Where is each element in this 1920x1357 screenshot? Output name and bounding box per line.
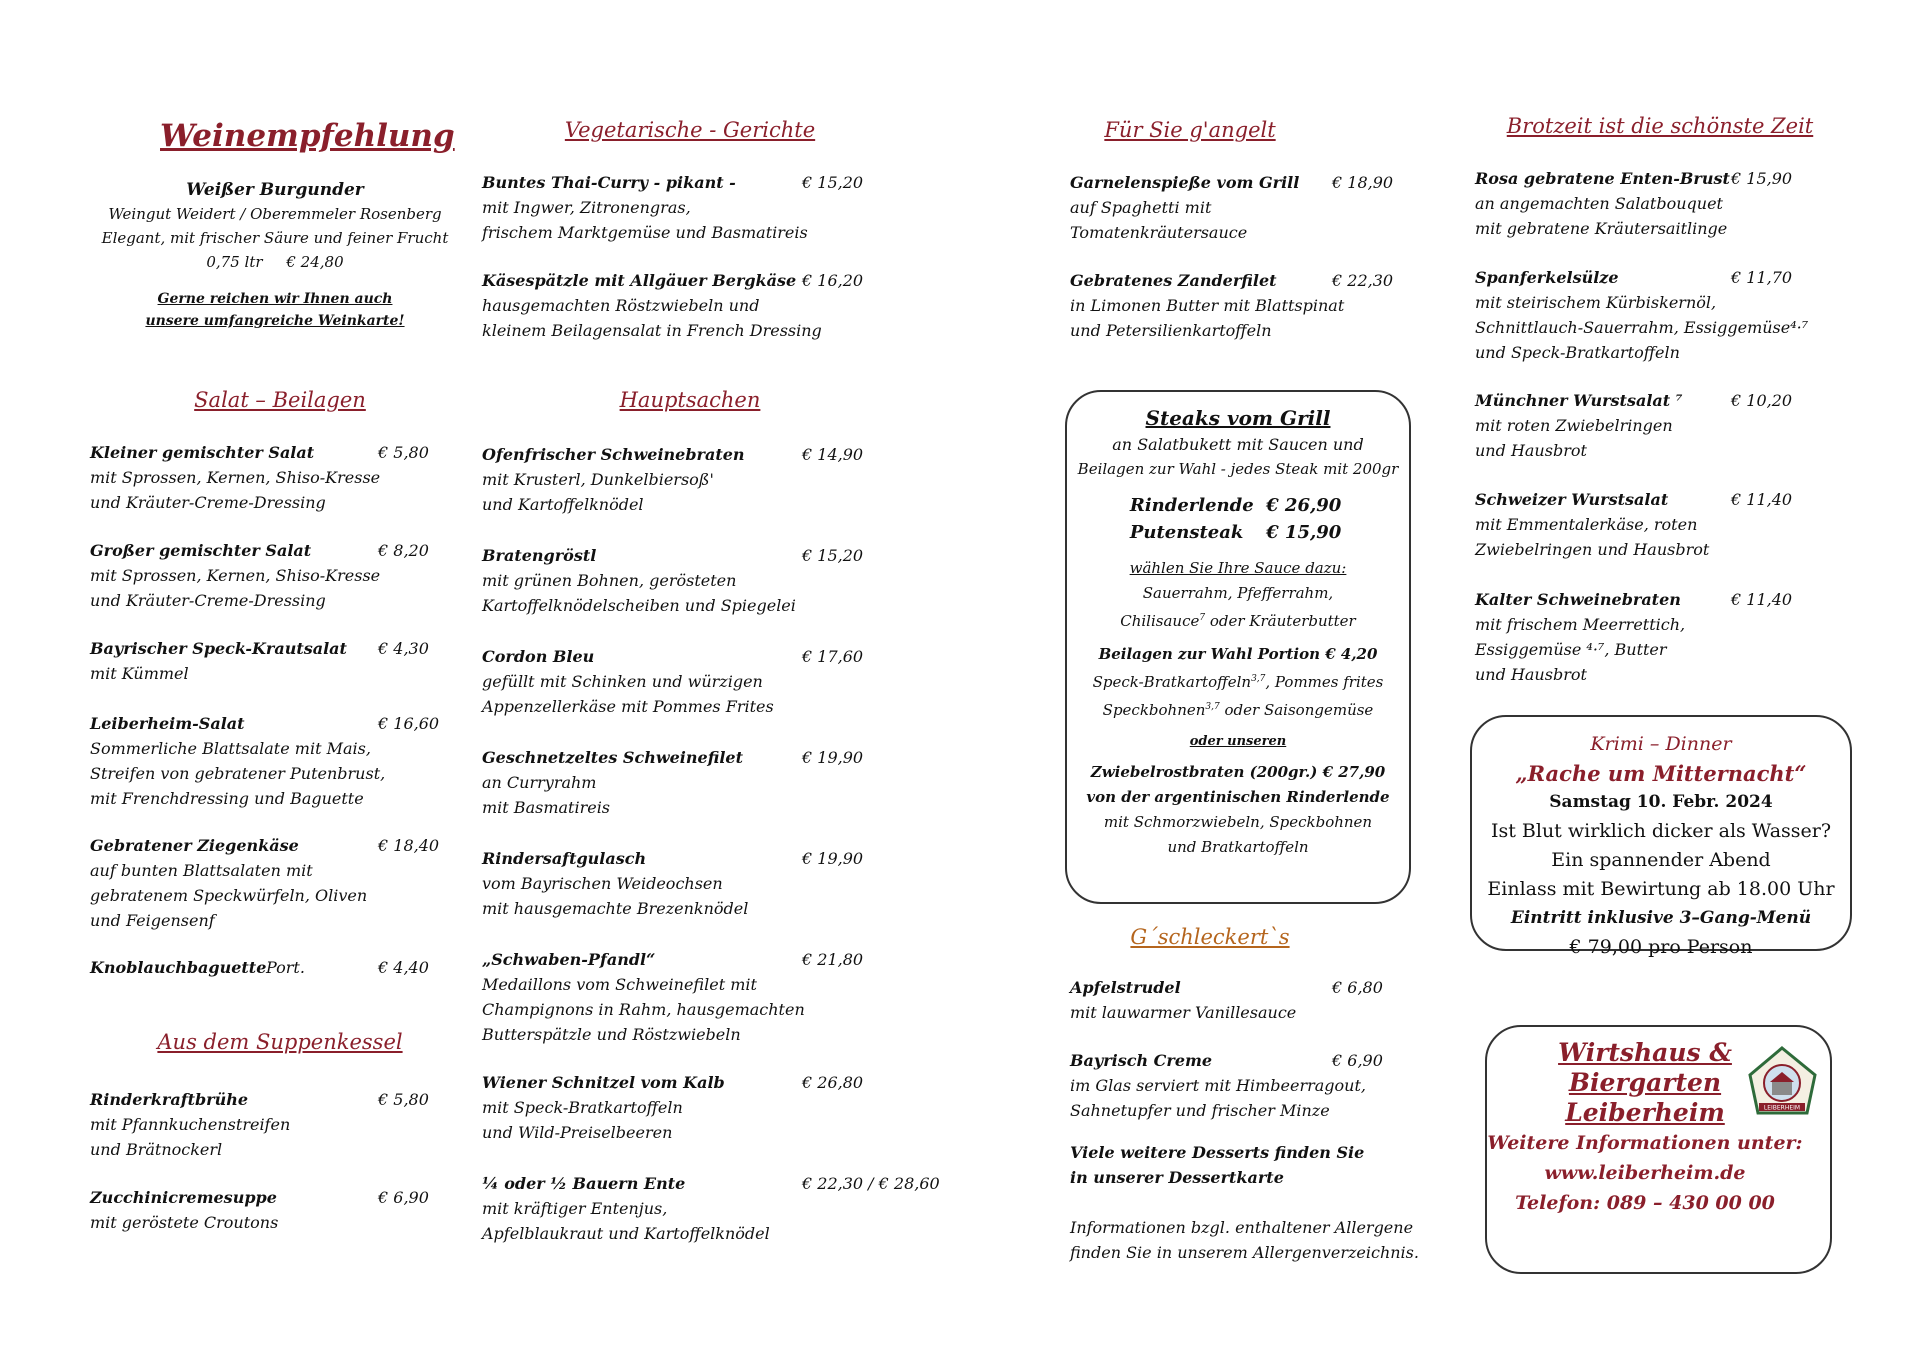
sauce-title: wählen Sie Ihre Sauce dazu: (1129, 559, 1347, 577)
menu-item-name: Rosa gebratene Enten-Brust (1475, 169, 1730, 188)
wine-note1: Gerne reichen wir Ihnen auch (157, 291, 393, 307)
beilagen-sup2: 3,7 (1205, 702, 1220, 712)
fisch-title: Für Sie g'angelt (1104, 118, 1276, 142)
menu-item (482, 268, 882, 343)
menu-item-name: Zucchinicremesuppe (90, 1188, 277, 1207)
krimi-line3: Einlass mit Bewirtung ab 18.00 Uhr (1487, 878, 1835, 900)
menu-item-desc: in Limonen Butter mit Blattspinat (1070, 296, 1345, 315)
menu-item-name: Garnelenspieße vom Grill (1070, 173, 1300, 192)
beilagen-pommes: , Pommes frites (1265, 673, 1384, 691)
menu-item-price: € 4,30 (378, 639, 429, 658)
menu-item-desc: und Speck-Bratkartoffeln (1475, 343, 1680, 362)
menu-item-price: € 18,40 (378, 836, 440, 855)
beilagen-bratkartoffeln: Speck-Bratkartoffeln (1092, 673, 1252, 691)
leiberheim-logo (1745, 1045, 1820, 1120)
menu-item-price: € 5,80 (378, 1090, 429, 1109)
menu-item (90, 636, 458, 686)
menu-item-price: € 8,20 (378, 541, 429, 560)
menu-item (482, 644, 882, 719)
menu-item-name: Leiberheim-Salat (90, 714, 245, 733)
menu-item-price: € 21,80 (802, 950, 864, 969)
menu-item-desc: und Wild-Preiselbeeren (482, 1123, 673, 1142)
wirtshaus-line2: Biergarten (1568, 1068, 1722, 1097)
steaks-sub2: Beilagen zur Wahl - jedes Steak mit 200gr (1077, 460, 1399, 478)
oder-unseren: oder unseren (1189, 734, 1287, 749)
menu-item-price: € 5,80 (378, 443, 429, 462)
beilagen-title: Beilagen zur Wahl Portion € 4,20 (1098, 645, 1378, 663)
menu-item-desc: mit Frenchdressing und Baguette (90, 789, 364, 808)
menu-item-price: € 11,70 (1731, 268, 1793, 287)
menu-item-desc: mit lauwarmer Vanillesauce (1070, 1003, 1297, 1022)
menu-item-name: Apfelstrudel (1070, 978, 1181, 997)
menu-item-price: € 11,40 (1731, 590, 1793, 609)
menu-item-desc: mit steirischem Kürbiskernöl, (1475, 293, 1717, 312)
wine-line2: Elegant, mit frischer Säure und feiner Frucht (101, 229, 449, 247)
menu-item-price: € 6,90 (1332, 1051, 1383, 1070)
menu-item-desc: Schnittlauch-Sauerrahm, Essiggemüse⁴·⁷ (1475, 318, 1809, 337)
menu-item (482, 442, 882, 517)
wirtshaus-line3: Leiberheim (1565, 1098, 1725, 1127)
putensteak-price: € 15,90 (1266, 522, 1342, 543)
menu-item-desc: an Curryrahm (482, 773, 597, 792)
menu-item (1475, 587, 1811, 687)
menu-item-desc: Essiggemüse ⁴·⁷, Butter (1475, 640, 1667, 659)
menu-item-desc: mit Krusterl, Dunkelbiersoß' (482, 470, 714, 489)
menu-item (90, 833, 458, 933)
haupt-title: Hauptsachen (619, 388, 761, 412)
menu-item (482, 745, 882, 820)
menu-item-price: € 15,20 (802, 173, 864, 192)
menu-item-desc: Sommerliche Blattsalate mit Mais, (90, 739, 371, 758)
menu-item-desc: und Petersilienkartoffeln (1070, 321, 1272, 340)
menu-item-price: € 11,40 (1731, 490, 1793, 509)
krimi-name: „Rache um Mitternacht“ (1515, 761, 1807, 786)
dessert-title: G´schleckert`s (1130, 925, 1290, 949)
menu-item-price: € 22,30 (1332, 271, 1394, 290)
beilagen-sup1: 3,7 (1251, 674, 1266, 684)
wine-title: Weinempfehlung (160, 118, 455, 154)
menu-item-desc: Kartoffelknödelscheiben und Spiegelei (482, 596, 796, 615)
allergen-line2: finden Sie in unserem Allergenverzeichnis. (1070, 1243, 1419, 1262)
menu-item-price: € 6,80 (1332, 978, 1383, 997)
zwiebelrostbraten-line1: von der argentinischen Rinderlende (1086, 788, 1390, 806)
krimi-line1: Ist Blut wirklich dicker als Wasser? (1490, 820, 1832, 842)
menu-item-desc: Streifen von gebratener Putenbrust, (90, 764, 386, 783)
menu-item-name: Cordon Bleu (482, 647, 595, 666)
logo-text: LEIBERHEIM (1763, 1104, 1801, 1112)
menu-item-desc: mit geröstete Croutons (90, 1213, 279, 1232)
menu-item-desc: mit Sprossen, Kernen, Shiso-Kresse (90, 566, 381, 585)
menu-item-price: € 19,90 (802, 748, 864, 767)
steaks-content (1065, 404, 1411, 860)
menu-item-desc: mit grünen Bohnen, gerösteten (482, 571, 737, 590)
wirtshaus-url: www.leiberheim.de (1544, 1162, 1746, 1184)
dessert-more (1070, 1140, 1364, 1190)
krimi-date: Samstag 10. Febr. 2024 (1549, 792, 1773, 812)
menu-item-name: Kleiner gemischter Salat (90, 443, 315, 462)
menu-item-name: Großer gemischter Salat (90, 541, 312, 560)
wine-name: Weißer Burgunder (186, 180, 364, 200)
menu-item-price: € 17,60 (802, 647, 864, 666)
menu-item-desc: Appenzellerkäse mit Pommes Frites (482, 697, 774, 716)
putensteak-label: Putensteak (1129, 522, 1244, 543)
menu-item-desc: und Hausbrot (1475, 665, 1587, 684)
menu-item-price: € 19,90 (802, 849, 864, 868)
menu-item-desc: Zwiebelringen und Hausbrot (1475, 540, 1710, 559)
menu-item-name: Käsespätzle mit Allgäuer Bergkäse (482, 271, 797, 290)
sauce-sup: 7 (1199, 613, 1206, 623)
krimi-content (1470, 730, 1852, 962)
menu-item (482, 947, 882, 1047)
menu-item-desc: hausgemachten Röstzwiebeln und (482, 296, 760, 315)
menu-item-desc: mit gebratene Kräutersaitlinge (1475, 219, 1728, 238)
wirtshaus-line1: Wirtshaus & (1558, 1038, 1732, 1067)
menu-item-price: € 18,90 (1332, 173, 1394, 192)
menu-item-desc: kleinem Beilagensalat in French Dressing (482, 321, 822, 340)
menu-item (90, 440, 458, 515)
sauce-rest: oder Kräuterbutter (1205, 612, 1356, 630)
menu-item-name: Kalter Schweinebraten (1475, 590, 1681, 609)
menu-item-desc: mit Speck-Bratkartoffeln (482, 1098, 683, 1117)
wine-price: € 24,80 (286, 253, 344, 271)
dessert-more1: Viele weitere Desserts finden Sie (1070, 1143, 1365, 1162)
menu-item (1475, 166, 1811, 241)
menu-item (90, 955, 458, 980)
menu-item (1475, 487, 1811, 562)
rinderlende-price: € 26,90 (1266, 495, 1342, 516)
menu-item (482, 1171, 940, 1246)
menu-item-desc: Butterspätzle und Röstzwiebeln (482, 1025, 741, 1044)
menu-item (482, 543, 882, 618)
menu-item-desc: mit Sprossen, Kernen, Shiso-Kresse (90, 468, 381, 487)
menu-item-desc: und Feigensenf (90, 911, 215, 930)
wirtshaus-line4: Weitere Informationen unter: (1487, 1132, 1803, 1154)
menu-item-desc: vom Bayrischen Weideochsen (482, 874, 723, 893)
menu-item-desc: mit Emmentalerkäse, roten (1475, 515, 1698, 534)
krimi-price: € 79,00 pro Person (1569, 936, 1753, 958)
menu-item (1070, 170, 1412, 245)
menu-item-name: Spanferkelsülze (1475, 268, 1619, 287)
menu-item-name: Ofenfrischer Schweinebraten (482, 445, 745, 464)
menu-item-desc: und Kräuter-Creme-Dressing (90, 591, 326, 610)
wine-note2: unsere umfangreiche Weinkarte! (145, 313, 405, 329)
menu-item-desc: mit Basmatireis (482, 798, 611, 817)
menu-item (482, 846, 882, 921)
menu-item-desc: und Kräuter-Creme-Dressing (90, 493, 326, 512)
menu-item (482, 170, 882, 245)
zwiebelrostbraten-line3: und Bratkartoffeln (1167, 838, 1309, 856)
menu-item (482, 1070, 882, 1145)
krimi-title: Krimi – Dinner (1590, 733, 1732, 755)
menu-item-desc: und Hausbrot (1475, 441, 1587, 460)
menu-item-price: € 10,20 (1731, 391, 1793, 410)
menu-item-desc: und Kartoffelknödel (482, 495, 644, 514)
menu-item-name: Bayrisch Creme (1070, 1051, 1213, 1070)
menu-item-desc: auf bunten Blattsalaten mit (90, 861, 313, 880)
menu-item-desc: mit frischem Meerrettich, (1475, 615, 1686, 634)
sauce-line1: Sauerrahm, Pfefferrahm, (1142, 584, 1334, 602)
menu-item (90, 1185, 458, 1235)
menu-item-name: Münchner Wurstsalat ⁷ (1475, 391, 1683, 410)
zwiebelrostbraten-line2: mit Schmorzwiebeln, Speckbohnen (1103, 813, 1373, 831)
menu-item (1070, 975, 1412, 1025)
allergen-line1: Informationen bzgl. enthaltener Allergene (1070, 1218, 1414, 1237)
krimi-line4: Eintritt inklusive 3–Gang-Menü (1510, 908, 1812, 928)
menu-item-price: € 6,90 (378, 1188, 429, 1207)
menu-item-desc: Medaillons vom Schweinefilet mit (482, 975, 757, 994)
zwiebelrostbraten-title: Zwiebelrostbraten (200gr.) € 27,90 (1090, 763, 1386, 781)
menu-item-desc: und Brätnockerl (90, 1140, 223, 1159)
menu-item-name: Wiener Schnitzel vom Kalb (482, 1073, 725, 1092)
wirtshaus-phone: Telefon: 089 – 430 00 00 (1515, 1192, 1775, 1214)
menu-item-name: Geschnetzeltes Schweinefilet (482, 748, 743, 767)
menu-item-name: Bratengröstl (482, 546, 597, 565)
menu-item-price: € 15,20 (802, 546, 864, 565)
menu-item-name: Rindersaftgulasch (482, 849, 647, 868)
menu-item-desc: an angemachten Salatbouquet (1475, 194, 1723, 213)
menu-item-price: € 14,90 (802, 445, 864, 464)
suppe-title: Aus dem Suppenkessel (157, 1030, 403, 1054)
menu-item-desc: Sahnetupfer und frischer Minze (1070, 1101, 1330, 1120)
menu-item-price: € 16,60 (378, 714, 440, 733)
krimi-line2: Ein spannender Abend (1551, 849, 1771, 871)
menu-item-desc: mit Kümmel (90, 664, 189, 683)
menu-item-name: Gebratenes Zanderfilet (1070, 271, 1277, 290)
menu-item-desc: im Glas serviert mit Himbeerragout, (1070, 1076, 1366, 1095)
menu-item-desc: Tomatenkräutersauce (1070, 223, 1248, 242)
menu-item-name: Bayrischer Speck-Krautsalat (90, 639, 347, 658)
menu-item-desc: mit hausgemachte Brezenknödel (482, 899, 749, 918)
dessert-more2: in unserer Dessertkarte (1070, 1168, 1284, 1187)
steaks-title: Steaks vom Grill (1145, 406, 1331, 430)
steaks-sub1: an Salatbukett mit Saucen und (1112, 435, 1364, 454)
menu-item-price: € 22,30 / € 28,60 (802, 1174, 940, 1193)
menu-item-name: Schweizer Wurstsalat (1475, 490, 1669, 509)
wine-line1: Weingut Weidert / Oberemmeler Rosenberg (108, 205, 442, 223)
sauce-chili: Chilisauce (1120, 612, 1200, 630)
menu-item-name: Gebratener Ziegenkäse (90, 836, 299, 855)
wine-size: 0,75 ltr (206, 253, 263, 271)
beilagen-saison: oder Saisongemüse (1219, 701, 1374, 719)
salat-title: Salat – Beilagen (194, 388, 366, 412)
menu-item-desc: mit Pfannkuchenstreifen (90, 1115, 291, 1134)
menu-item-desc: gebratenem Speckwürfeln, Oliven (90, 886, 368, 905)
menu-item (1475, 388, 1811, 463)
menu-item (90, 1087, 458, 1162)
menu-item-desc: mit kräftiger Entenjus, (482, 1199, 668, 1218)
allergen-info (1070, 1215, 1419, 1265)
menu-item-desc: mit Ingwer, Zitronengras, (482, 198, 691, 217)
menu-item-name: ¼ oder ½ Bauern Ente (482, 1174, 686, 1193)
menu-item-price: € 4,40 (378, 958, 429, 977)
menu-item-desc: gefüllt mit Schinken und würzigen (482, 672, 763, 691)
rinderlende-label: Rinderlende (1129, 495, 1254, 516)
menu-item (90, 538, 458, 613)
menu-item-name: Buntes Thai-Curry - pikant - (482, 173, 736, 192)
wine-info (90, 178, 460, 332)
menu-item-name: Knoblauchbaguette (90, 958, 267, 977)
menu-item (1070, 268, 1412, 343)
menu-item-price: € 16,20 (802, 271, 864, 290)
menu-item-name: „Schwaben-Pfandl“ (482, 950, 656, 969)
veg-title: Vegetarische - Gerichte (564, 118, 816, 142)
menu-item-price: € 26,80 (802, 1073, 864, 1092)
menu-item (1475, 265, 1811, 365)
menu-item-desc: Champignons in Rahm, hausgemachten (482, 1000, 805, 1019)
beilagen-speckbohnen: Speckbohnen (1102, 701, 1206, 719)
brotzeit-title: Brotzeit ist die schönste Zeit (1506, 114, 1814, 138)
menu-item-name: Rinderkraftbrühe (90, 1090, 249, 1109)
menu-item (90, 711, 458, 811)
menu-item-desc: frischem Marktgemüse und Basmatireis (482, 223, 808, 242)
menu-item-desc: auf Spaghetti mit (1070, 198, 1212, 217)
menu-item (1070, 1048, 1412, 1123)
menu-item-extra: Port. (266, 958, 305, 977)
menu-item-desc: mit roten Zwiebelringen (1475, 416, 1673, 435)
menu-item-price: € 15,90 (1731, 169, 1793, 188)
menu-item-desc: Apfelblaukraut und Kartoffelknödel (482, 1224, 770, 1243)
